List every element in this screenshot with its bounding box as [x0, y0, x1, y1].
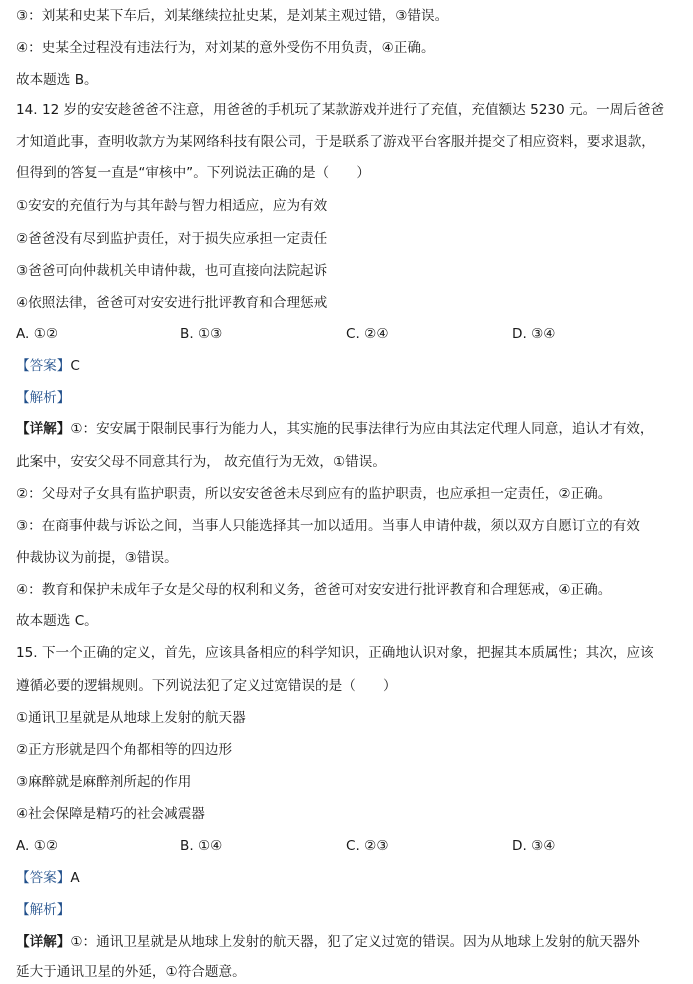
q15-detail-line-2: 延大于通讯卫星的外延，①符合题意。: [16, 964, 246, 980]
q15-analysis-heading: [16, 900, 70, 920]
q15-statement-2: ②正方形就是四个角都相等的四边形: [16, 742, 233, 758]
answer-tag: 【答案】: [16, 358, 71, 374]
q14-option-d: D. ③④: [512, 326, 556, 342]
q14-statement-3: ③爸爸可向仲裁机关申请仲裁，也可直接向法院起诉: [16, 263, 328, 279]
q14-statement-2: ②爸爸没有尽到监护责任，对于损失应承担一定责任: [16, 231, 328, 247]
q15-detail-line-1: [16, 932, 640, 952]
q14-stem-line-2: 才知道此事，查明收款方为某网络科技有限公司，于是联系了游戏平台客服并提交了相应资料，要求退款，: [16, 134, 655, 150]
q15-answer: [16, 868, 80, 888]
q14-stem-line-1: 14. 12 岁的安安趁爸爸不注意，用爸爸的手机玩了某款游戏并进行了充值，充值额达 5230 元。一周后爸爸: [16, 102, 665, 118]
q14-statement-1: ①安安的充值行为与其年龄与智力相适应，应为有效: [16, 198, 328, 214]
q14-analysis-heading: [16, 388, 70, 408]
answer-value: C: [70, 358, 80, 374]
detail-tag: 【详解】: [16, 421, 71, 437]
prev-analysis-line-4: ④：史某全过程没有违法行为，对刘某的意外受伤不用负责，④正确。: [16, 40, 435, 56]
q15-option-c: C. ②③: [346, 838, 389, 854]
detail-text: ①：通讯卫星就是从地球上发射的航天器，犯了定义过宽的错误。因为从地球上发射的航天器外: [70, 934, 640, 950]
q15-option-a: A. ①②: [16, 838, 59, 854]
q14-detail-line-2: 此案中，安安父母不同意其行为， 故充值行为无效，①错误。: [16, 454, 386, 470]
q14-detail-line-6: ④：教育和保护未成年子女是父母的权利和义务，爸爸可对安安进行批评教育和合理惩戒，④正确。: [16, 582, 612, 598]
q15-stem-line-1: 15. 下一个正确的定义，首先，应该具备相应的科学知识，正确地认识对象，把握其本质属性；其次，应该: [16, 645, 654, 661]
q15-statement-1: ①通讯卫星就是从地球上发射的航天器: [16, 710, 246, 726]
q14-conclusion: 故本题选 C。: [16, 613, 98, 629]
analysis-tag: 【解析】: [16, 902, 71, 918]
q15-option-b: B. ①④: [180, 838, 223, 854]
answer-value: A: [70, 870, 80, 886]
q14-option-b: B. ①③: [180, 326, 223, 342]
prev-conclusion: 故本题选 B。: [16, 72, 98, 88]
q15-statement-3: ③麻醉就是麻醉剂所起的作用: [16, 774, 192, 790]
q15-statement-4: ④社会保障是精巧的社会减震器: [16, 806, 205, 822]
q14-detail-line-3: ②：父母对子女具有监护职责，所以安安爸爸未尽到应有的监护职责，也应承担一定责任，②正确。: [16, 486, 612, 502]
detail-tag: 【详解】: [16, 934, 71, 950]
q14-detail-line-5: 仲裁协议为前提，③错误。: [16, 550, 178, 566]
q14-option-c: C. ②④: [346, 326, 389, 342]
q14-stem-line-3: 但得到的答复一直是“审核中”。下列说法正确的是（ ）: [16, 165, 370, 181]
answer-tag: 【答案】: [16, 870, 71, 886]
analysis-tag: 【解析】: [16, 390, 71, 406]
q15-stem-line-2: 遵循必要的逻辑规则。下列说法犯了定义过宽错误的是（ ）: [16, 678, 397, 694]
q14-answer: [16, 356, 80, 376]
prev-analysis-line-3: ③：刘某和史某下车后，刘某继续拉扯史某，是刘某主观过错，③错误。: [16, 8, 449, 24]
q14-detail-line-1: [16, 419, 654, 439]
q14-statement-4: ④依照法律，爸爸可对安安进行批评教育和合理惩戒: [16, 295, 328, 311]
q14-option-a: A. ①②: [16, 326, 59, 342]
detail-text: ①：安安属于限制民事行为能力人，其实施的民事法律行为应由其法定代理人同意，追认才有效，: [70, 421, 654, 437]
q14-detail-line-4: ③：在商事仲裁与诉讼之间，当事人只能选择其一加以适用。当事人申请仲裁，须以双方自愿订立的有效: [16, 518, 640, 534]
q15-option-d: D. ③④: [512, 838, 556, 854]
